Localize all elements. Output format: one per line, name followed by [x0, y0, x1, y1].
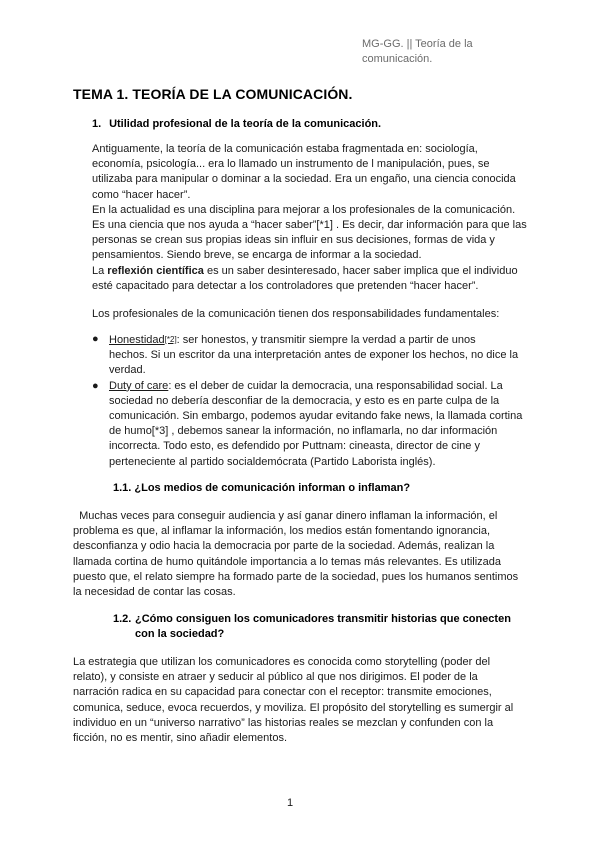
text-line: pensamientos. Siendo breve, se encarga de informar a la sociedad. — [92, 249, 422, 262]
section-1-2-number: 1.2. — [113, 613, 132, 625]
text-line: Muchas veces para conseguir audiencia y así ganar dinero inflaman la información, el — [73, 510, 498, 522]
bullet-line: perteneciente al partido socialdemócrata (Partido Laborista inglés). — [109, 455, 436, 468]
text-line: Antiguamente, la teoría de la comunicación estaba fragmentada en: sociología, — [92, 143, 478, 155]
section-1-2-heading-line-1: ¿Cómo consiguen los comunicadores transmitir historias que conecten — [135, 613, 511, 625]
reflexion-pre: La — [92, 264, 108, 277]
text-line: problema es que, al inflamar la información, los medios están fomentando ignorancia, — [73, 525, 491, 538]
text-line: Es una ciencia que nos ayuda a “hacer saber”[*1] . Es decir, dar información para que las — [92, 219, 527, 232]
bullet-line: sociedad no debería desconfiar de la democracia, y esto es en parte culpa de la — [109, 394, 500, 407]
text-line: economía, psicología... era lo llamado un instrumento de l manipulación, pues, se — [92, 158, 490, 171]
section-1-number: 1. — [92, 118, 102, 130]
document-title: TEMA 1. TEORÍA DE LA COMUNICACIÓN. — [73, 86, 353, 102]
list-item-duty-of-care — [92, 379, 524, 470]
section-1-2-heading-line-2: con la sociedad? — [135, 628, 225, 640]
section-1-2-heading — [113, 612, 533, 642]
bullet-line — [109, 332, 524, 348]
comment-ref[interactable]: [*2] — [164, 335, 177, 344]
text-line: En la actualidad es una disciplina para mejorar a los profesionales de la comunicación. — [92, 203, 516, 216]
text-line: desconfianza y odio hacia la democracia por parte de la sociedad. Además, realizan la — [73, 540, 495, 553]
honestidad-term: Honestidad — [109, 334, 165, 346]
bullet-line: verdad. — [109, 364, 146, 377]
section-1-1-heading: 1.1. ¿Los medios de comunicación informan o inflaman? — [113, 482, 411, 494]
page-number: 1 — [286, 797, 294, 809]
bullet-text: : ser honestos, y transmitir siempre la verdad a partir de unos — [176, 334, 476, 346]
text-line: utilizaba para manipular o dominar a la sociedad. Era un engaño, una ciencia conocida — [92, 173, 516, 186]
section-1-heading-text: Utilidad profesional de la teoría de la comunicación. — [109, 118, 382, 130]
responsibilities-list — [92, 332, 524, 470]
bullet-line: comunicación. Sin embargo, podemos ayudar evitando fake news, la llamada cortina — [109, 410, 523, 423]
bullet-text: : es el deber de cuidar la democracia, una responsabilidad social. La — [168, 379, 503, 392]
intro-paragraph — [92, 142, 527, 294]
bullet-line — [109, 379, 524, 394]
list-item-honestidad — [92, 332, 524, 379]
reflexion-post: es un saber desinteresado, hacer saber implica que el individuo — [203, 264, 518, 277]
text-line: personas se crean sus propias ideas sin influir en sus decisiones, formas de vida y — [92, 234, 495, 247]
section-1-heading — [92, 118, 532, 130]
text-line: ficción, no es mentir, sino añadir elementos. — [73, 732, 288, 745]
page-header — [362, 37, 562, 67]
header-line-1: MG-GG. || Teoría de la — [362, 38, 473, 50]
reflexion-bold-term: reflexión científica — [107, 264, 204, 277]
bullet-dot: ● — [92, 333, 99, 345]
text-line: narración radica en su capacidad para conectar con el receptor: transmite emociones, — [73, 686, 492, 699]
section-1-1-paragraph — [73, 509, 525, 600]
header-line-2: comunicación. — [362, 53, 433, 65]
text-line: relato), y consiste en atraer y seducir al público al que nos dirigimos. El poder de la — [73, 671, 478, 684]
text-line: esté capacitado para detectar a los controladores que pretenden “hacer hacer”. — [92, 279, 479, 292]
bullet-line: de humo[*3] , debemos sanear la información, no inflamarla, no dar información — [109, 425, 498, 438]
duty-of-care-term: Duty of care — [109, 379, 169, 392]
reflexion-line — [92, 264, 524, 279]
text-line: comunica, seduce, evoca recuerdos, y moviliza. El propósito del storytelling es sumergir al — [73, 701, 514, 714]
bullet-line: incorrecta. Todo esto, es defendido por Puttnam: cineasta, director de cine y — [109, 440, 480, 453]
text-line: individuo en un “universo narrativo” las historias reales se mezclan y confunden con la — [73, 716, 494, 729]
bullet-line: hechos. Si un escritor da una interpretación antes de exponer los hechos, no dice la — [109, 349, 519, 362]
responsabilidades-paragraph: Los profesionales de la comunicación tienen dos responsabilidades fundamentales: — [92, 308, 500, 320]
section-1-2-paragraph — [73, 655, 525, 746]
text-line: llamada cortina de humo quitándole importancia a lo temas más relevantes. Es utilizada — [73, 555, 502, 568]
text-line: como “hacer hacer”. — [92, 188, 191, 201]
text-line: La estrategia que utilizan los comunicadores es conocida como storytelling (poder del — [73, 656, 491, 668]
text-line: la necesidad de contar las cosas. — [73, 586, 236, 599]
bullet-dot: ● — [92, 379, 99, 392]
text-line: puesto que, el relato siempre ha formado parte de la sociedad, pues los humanos sentimos — [73, 570, 519, 583]
